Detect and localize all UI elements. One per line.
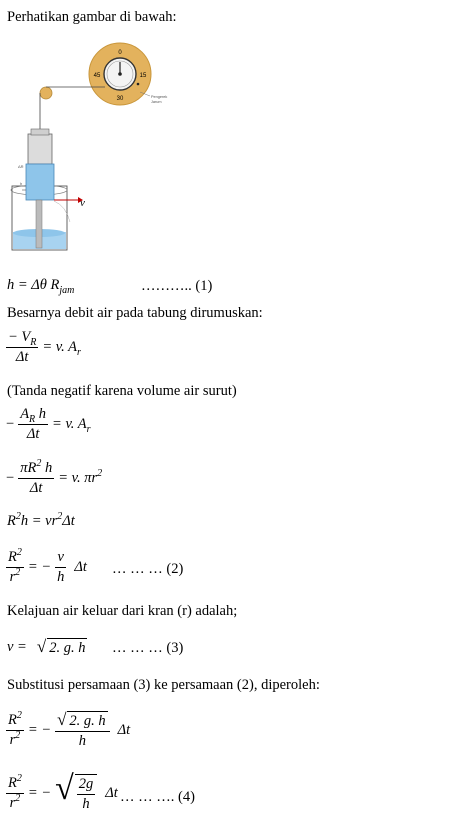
equation-4-ref: … … …. (4) bbox=[120, 789, 195, 805]
text-speed: Kelajuan air keluar dari kran (r) adalah; bbox=[7, 603, 238, 619]
equation-area: − $\frac{A_R h}{\Delta t}$ = v. $A_r$ bbox=[6, 406, 91, 442]
dial-mark-right: 15 bbox=[139, 73, 147, 79]
equation-simplified: $R^2h = vr^2\Delta t$ bbox=[7, 511, 75, 529]
velocity-label: v bbox=[80, 197, 85, 209]
pointer-label: Pengerek bbox=[151, 95, 168, 99]
equation-2: $\frac{R^2}{r^2}$ = − $\frac{v}{h}$ Δt bbox=[8, 547, 87, 585]
pointer-label-2: Jarum bbox=[151, 100, 162, 104]
svg-text:h: h bbox=[20, 181, 23, 186]
equation-debit: $\frac{- V_R}{\Delta t}$ = v. $A_r$ bbox=[8, 329, 81, 365]
dial-mark-bottom: 30 bbox=[116, 96, 124, 102]
float-cylinder bbox=[28, 134, 52, 164]
equation-2-ref: … … … (2) bbox=[112, 561, 184, 577]
text-negative-note: (Tanda negatif karena volume air surut) bbox=[7, 383, 237, 399]
svg-text:ΔR: ΔR bbox=[18, 164, 24, 169]
pulley bbox=[40, 87, 52, 99]
equation-1: h = Δθ $R_{jam}$ bbox=[7, 277, 75, 296]
intro-text: Perhatikan gambar di bawah: bbox=[7, 9, 177, 25]
equation-3-ref: … … … (3) bbox=[112, 640, 184, 656]
equation-4: $\frac{R^2}{r^2}$ = − √ $\frac{2g}{h}$ Δt bbox=[8, 770, 118, 812]
water-column bbox=[26, 164, 54, 200]
outlet-pipe bbox=[36, 200, 42, 248]
text-debit: Besarnya debit air pada tabung dirumuskan: bbox=[7, 305, 263, 321]
text-substitution: Substitusi persamaan (3) ke persamaan (2), diperoleh: bbox=[7, 677, 320, 693]
dial-mark-left: 45 bbox=[93, 73, 101, 79]
equation-pi: − $\frac{\pi R^2 h}{\Delta t}$ = v. $\pi r^2$ bbox=[6, 458, 103, 496]
apparatus-figure bbox=[0, 40, 190, 255]
dial-mark-top: 0 bbox=[118, 50, 122, 56]
equation-1-ref: ……….. (1) bbox=[141, 278, 213, 294]
equation-3: v = √ 2. g. h bbox=[7, 637, 86, 656]
equation-substituted: $\frac{R^2}{r^2}$ = − √ 2. g. h h Δt bbox=[8, 710, 131, 749]
